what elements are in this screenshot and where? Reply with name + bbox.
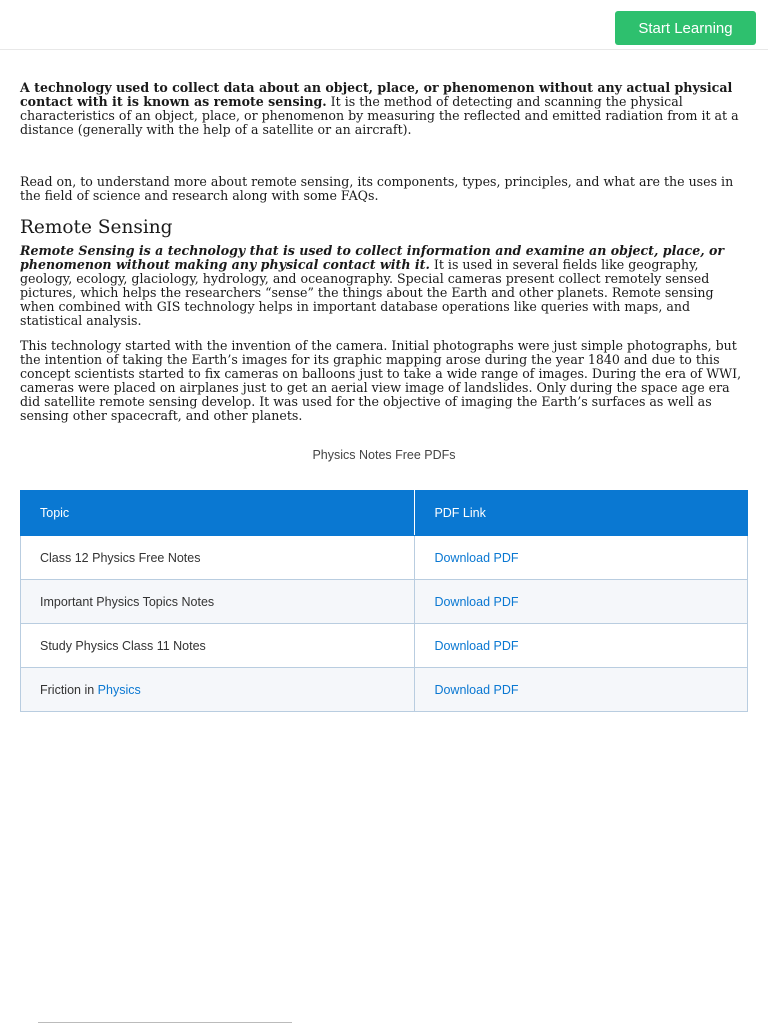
physics-notes-table — [20, 490, 748, 712]
table-caption: Physics Notes Free PDFs — [312, 448, 456, 462]
intro-bold-text: A technology used to collect data about an object, place, or phenomenon without any actual physical contact with it is known as remote sensing. — [20, 80, 733, 109]
pdf-link-cell — [415, 668, 748, 712]
table-row — [21, 668, 748, 712]
topic-cell: Class 12 Physics Free Notes — [21, 536, 415, 580]
pdf-link-cell — [415, 624, 748, 668]
top-bar — [0, 0, 768, 50]
topic-cell: Important Physics Topics Notes — [21, 580, 415, 624]
article-body — [20, 81, 750, 423]
pdf-link-cell — [415, 580, 748, 624]
table-header-row — [21, 491, 748, 536]
download-pdf-link[interactable]: Download PDF — [434, 594, 519, 609]
definition-text: It is used in several fields like geography, geology, ecology, glaciology, hydrology, and oceanography. Special cameras present collect remotely sensed pictures, which helps the researchers “sense” the things about the Earth and other planets. Remote sensing when combined with GIS technology helps in important database operations like queries with maps, and statistical analysis. — [20, 257, 714, 328]
download-pdf-link[interactable]: Download PDF — [434, 638, 519, 653]
column-header-pdf-link: PDF Link — [415, 491, 748, 536]
table-row — [21, 536, 748, 580]
table-row — [21, 624, 748, 668]
intro-text: It is the method of detecting and scanning the physical characteristics of an object, place, or phenomenon by measuring the reflected and emitted radiation from it at a distance (generally with the help of a satellite or an aircraft). — [20, 94, 739, 137]
start-learning-button[interactable]: Start Learning — [615, 11, 756, 45]
topic-prefix-text: Friction in — [40, 682, 98, 697]
download-pdf-link[interactable]: Download PDF — [434, 682, 519, 697]
history-paragraph: This technology started with the invention of the camera. Initial photographs were just simple photographs, but the intention of taking the Earth’s images for its graphic mapping arose during the year 1840 and due to this concept scientists started to fix cameras on balloons just to take a wide range of images. During the era of WWI, cameras were placed on airplanes just to get an aerial view image of landslides. Only during the space age era did satellite remote sensing develop. It was used for the objective of imaging the Earth’s surfaces as well as sensing other spacecraft, and other planets. — [20, 338, 742, 423]
intro-paragraph — [20, 81, 750, 137]
table-row — [21, 580, 748, 624]
definition-paragraph — [20, 244, 750, 328]
pdf-link-cell — [415, 536, 748, 580]
physics-link[interactable]: Physics — [97, 682, 141, 697]
read-on-paragraph: Read on, to understand more about remote sensing, its components, types, principles, and what are the uses in the field of science and research along with some FAQs. — [20, 174, 734, 203]
definition-italic-text: Remote Sensing is a technology that is used to collect information and examine an object, place, or phenomenon without making any physical contact with it. — [20, 243, 725, 272]
footer-divider — [38, 1022, 292, 1023]
column-header-topic: Topic — [21, 491, 415, 536]
download-pdf-link[interactable]: Download PDF — [434, 550, 519, 565]
section-heading: Remote Sensing — [20, 217, 173, 238]
topic-cell: Study Physics Class 11 Notes — [21, 624, 415, 668]
topic-cell — [21, 668, 415, 712]
